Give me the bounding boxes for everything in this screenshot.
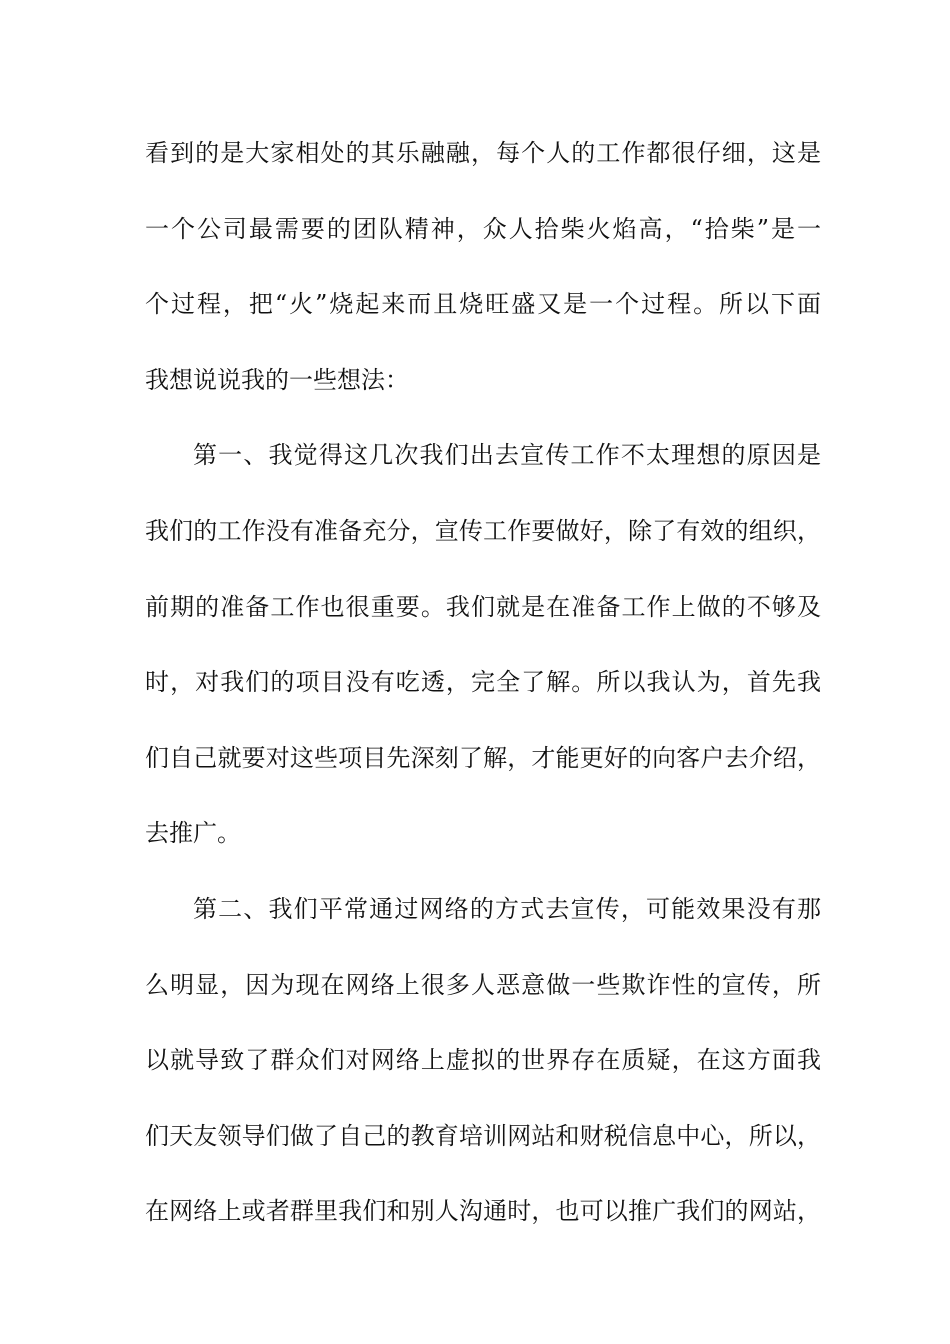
text-line: 一个公司最需要的团队精神，众人拾柴火焰高，“拾柴”是一 <box>145 214 821 243</box>
text-line: 去推广。 <box>145 819 241 848</box>
text-line: 们自己就要对这些项目先深刻了解，才能更好的向客户去介绍， <box>145 743 821 772</box>
text-line: 前期的准备工作也很重要。我们就是在准备工作上做的不够及 <box>145 592 821 621</box>
text-line: 么明显，因为现在网络上很多人恶意做一些欺诈性的宣传，所 <box>145 970 821 999</box>
text-line: 们天友领导们做了自己的教育培训网站和财税信息中心，所以， <box>145 1121 821 1150</box>
text-line: 看到的是大家相处的其乐融融，每个人的工作都很仔细，这是 <box>145 139 821 167</box>
text-line: 时，对我们的项目没有吃透，完全了解。所以我认为，首先我 <box>145 668 821 697</box>
text-line: 我想说说我的一些想法： <box>145 365 409 394</box>
text-line: 以就导致了群众们对网络上虚拟的世界存在质疑，在这方面我 <box>145 1046 821 1075</box>
text-line: 我们的工作没有准备充分，宣传工作要做好，除了有效的组织， <box>145 516 821 545</box>
body-text <box>145 131 821 1265</box>
paragraph-first-line: 第一、我觉得这几次我们出去宣传工作不太理想的原因是 <box>193 441 821 470</box>
paragraph-first-line: 第二、我们平常通过网络的方式去宣传，可能效果没有那 <box>193 894 821 923</box>
text-line: 在网络上或者群里我们和别人沟通时，也可以推广我们的网站， <box>145 1197 821 1226</box>
text-line: 个过程，把“火”烧起来而且烧旺盛又是一个过程。所以下面 <box>145 290 821 319</box>
